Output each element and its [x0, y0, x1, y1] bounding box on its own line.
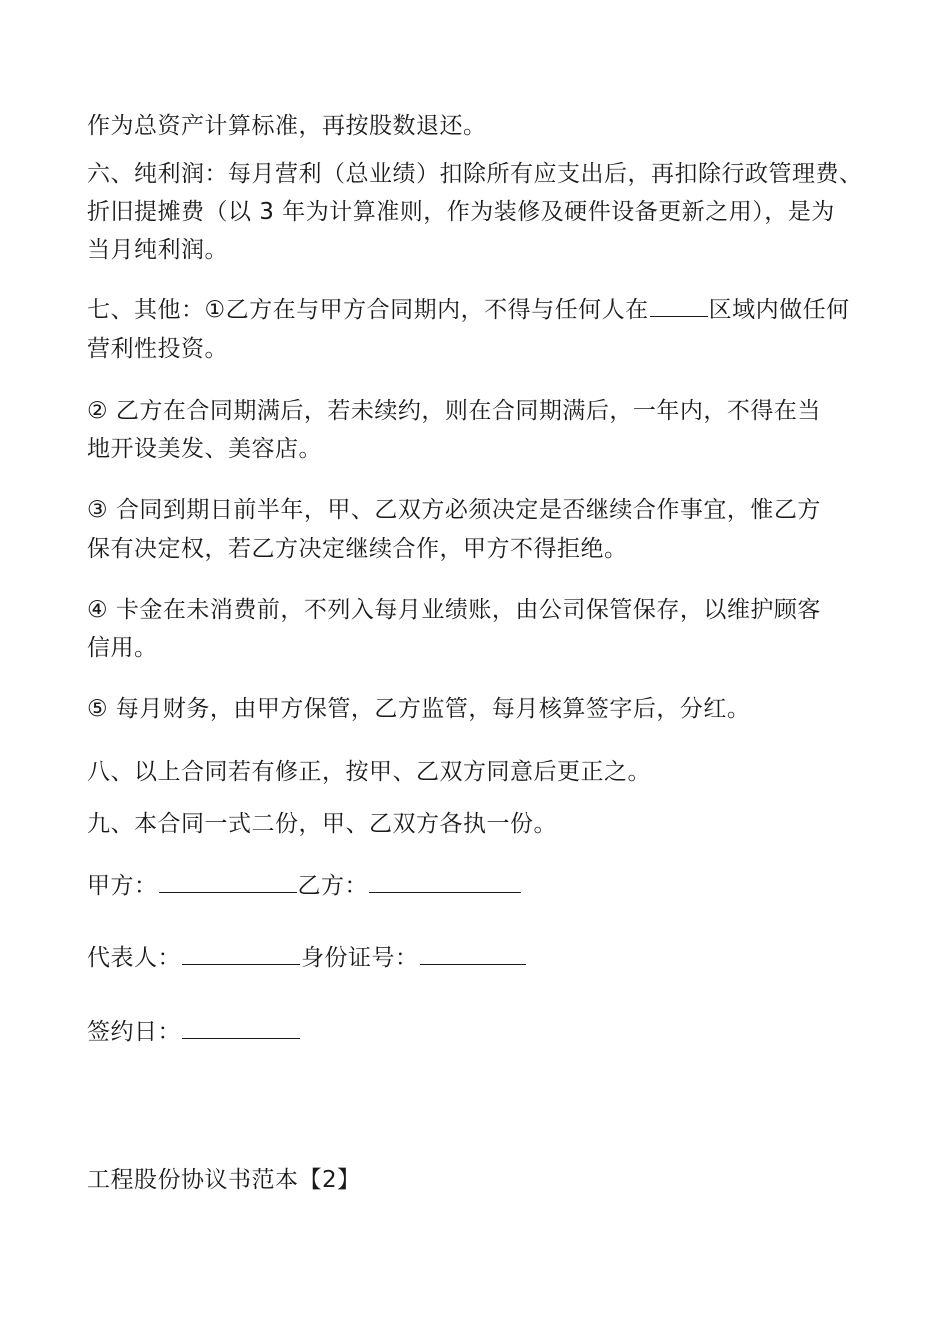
paragraph-line: ③ 合同到期日前半年，甲、乙双方必须决定是否继续合作事宜，惟乙方 — [87, 497, 821, 523]
paragraph-line: 营利性投资。 — [87, 336, 228, 362]
representative-label: 代表人： — [87, 945, 181, 971]
paragraph-line: 保有决定权，若乙方决定继续合作，甲方不得拒绝。 — [87, 536, 628, 562]
representative-line — [87, 942, 890, 974]
paragraph-line — [87, 294, 890, 326]
paragraph-line: 地开设美发、美容店。 — [87, 436, 322, 462]
section-title: 工程股份协议书范本【2】 — [87, 1167, 361, 1193]
paragraph-line: 当月纯利润。 — [87, 237, 228, 263]
paragraph-line: ⑤ 每月财务，由甲方保管，乙方监管，每月核算签字后，分红。 — [87, 696, 751, 722]
region-blank — [650, 294, 708, 317]
clause-text: 区域内做任何 — [708, 297, 850, 323]
sign-date-blank — [182, 1016, 300, 1039]
clause-text: 七、其他：①乙方在与甲方合同期内，不得与任何人在 — [87, 297, 649, 323]
party-b-label: 乙方： — [297, 873, 368, 899]
sign-date-line — [87, 1016, 890, 1048]
paragraph-line: 八、以上合同若有修正，按甲、乙双方同意后更正之。 — [87, 759, 651, 785]
paragraph-line: 折旧提摊费（以 3 年为计算准则，作为装修及硬件设备更新之用），是为 — [87, 199, 835, 225]
paragraph-line: 九、本合同一式二份，甲、乙双方各执一份。 — [87, 811, 557, 837]
party-a-blank — [159, 870, 297, 893]
paragraph-line: 六、纯利润：每月营利（总业绩）扣除所有应支出后，再扣除行政管理费、 — [87, 161, 863, 187]
paragraph-line: 信用。 — [87, 635, 158, 661]
paragraph-line: ② 乙方在合同期满后，若未续约，则在合同期满后，一年内，不得在当 — [87, 398, 821, 424]
id-number-blank — [420, 942, 526, 965]
party-b-blank — [369, 870, 521, 893]
party-a-label: 甲方： — [87, 873, 158, 899]
sign-date-label: 签约日： — [87, 1019, 181, 1045]
representative-blank — [182, 942, 300, 965]
id-number-label: 身份证号： — [301, 945, 419, 971]
paragraph-line: ④ 卡金在未消费前，不列入每月业绩账，由公司保管保存，以维护顾客 — [87, 597, 821, 623]
paragraph-line: 作为总资产计算标准，再按股数退还。 — [87, 113, 487, 139]
party-signature-line — [87, 870, 890, 902]
